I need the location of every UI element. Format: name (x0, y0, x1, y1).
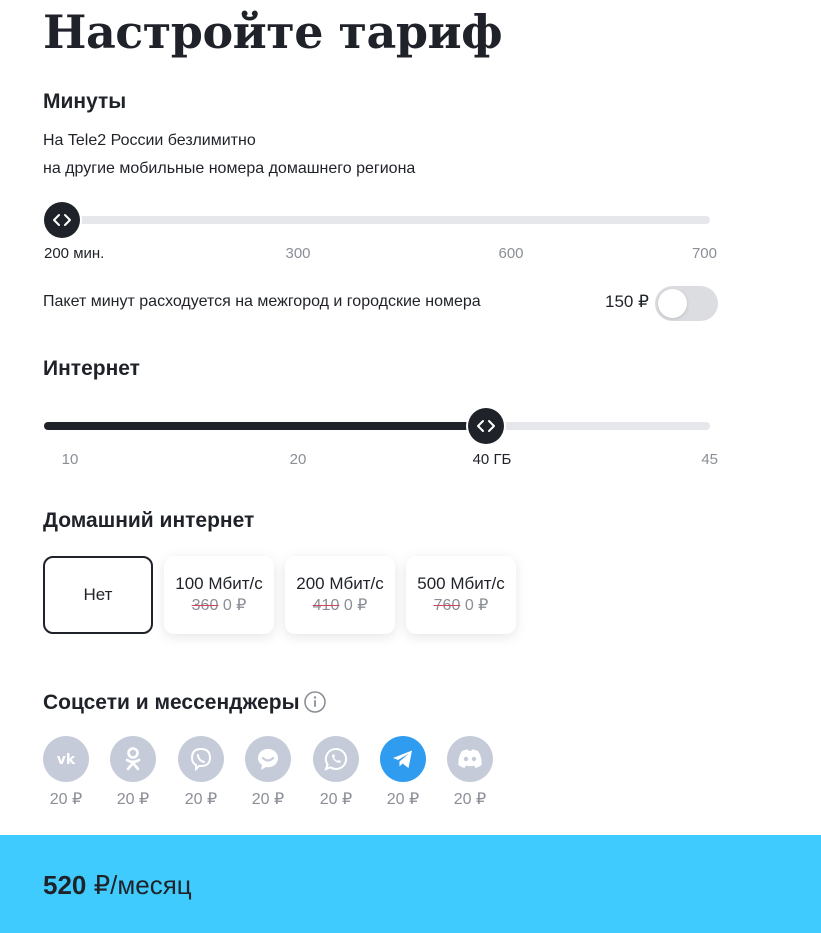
option-name: 200 Мбит/с (296, 574, 384, 593)
option-price (313, 595, 368, 617)
minutes-slider-thumb[interactable] (44, 202, 80, 238)
option-name: Нет (83, 585, 113, 604)
minutes-tick-label[interactable]: 700 (691, 245, 717, 262)
old-price: 360 (191, 597, 219, 614)
internet-slider-thumb[interactable] (468, 408, 504, 444)
option-name: 100 Мбит/с (175, 574, 263, 593)
internet-tick-label[interactable]: 10 (61, 451, 79, 468)
whatsapp-icon[interactable] (313, 736, 359, 782)
home-internet-heading: Домашний интернет (43, 509, 255, 532)
social-price: 20 ₽ (184, 791, 218, 808)
social-item-discord[interactable] (447, 736, 493, 810)
social-item-telegram[interactable] (380, 736, 426, 810)
old-price: 760 (433, 597, 461, 614)
internet-slider[interactable] (44, 422, 710, 430)
home-internet-option-100[interactable] (164, 556, 274, 634)
odnoklassniki-icon[interactable] (110, 736, 156, 782)
minutes-tick-label[interactable]: 300 (285, 245, 311, 262)
home-internet-option-500[interactable] (406, 556, 516, 634)
minutes-heading: Минуты (43, 90, 127, 113)
long-distance-option-label: Пакет минут расходуется на межгород и городские номера (43, 293, 481, 310)
internet-heading: Интернет (43, 357, 140, 380)
internet-slider-fill (44, 422, 486, 430)
new-price: 0 ₽ (464, 597, 489, 614)
option-price (434, 595, 489, 617)
info-icon[interactable] (303, 690, 327, 714)
internet-tick-label[interactable]: 20 (289, 451, 307, 468)
total-unit: ₽/месяц (86, 870, 192, 900)
social-item-viber[interactable] (178, 736, 224, 810)
social-price: 20 ₽ (453, 791, 487, 808)
minutes-description (43, 127, 415, 183)
viber-icon[interactable] (178, 736, 224, 782)
total-amount: 520 (43, 870, 87, 900)
total-footer (0, 835, 821, 933)
chevrons-left-right-icon (476, 419, 496, 433)
internet-tick-label[interactable]: 40 ГБ (472, 451, 512, 468)
minutes-slider[interactable] (44, 216, 710, 224)
home-internet-option-none[interactable] (43, 556, 153, 634)
vk-icon[interactable] (43, 736, 89, 782)
social-item-odnoklassniki[interactable] (110, 736, 156, 810)
minutes-description-line1: На Tele2 России безлимитно (43, 132, 256, 149)
option-price (192, 595, 247, 617)
social-price: 20 ₽ (319, 791, 353, 808)
social-item-chat[interactable] (245, 736, 291, 810)
minutes-tick-label[interactable]: 200 мин. (44, 245, 105, 262)
toggle-knob (658, 289, 687, 318)
minutes-description-line2: на другие мобильные номера домашнего региона (43, 160, 416, 177)
social-price: 20 ₽ (386, 791, 420, 808)
svg-text:vk: vk (56, 752, 76, 767)
home-internet-option-200[interactable] (285, 556, 395, 634)
old-price: 410 (312, 597, 340, 614)
social-price: 20 ₽ (116, 791, 150, 808)
long-distance-option-price: 150 ₽ (605, 292, 649, 311)
long-distance-toggle[interactable] (655, 286, 718, 321)
internet-tick-label[interactable]: 45 (701, 451, 718, 468)
social-item-whatsapp[interactable] (313, 736, 359, 810)
telegram-icon[interactable] (380, 736, 426, 782)
social-item-vk[interactable] (43, 736, 89, 810)
page-title: Настройте тариф (43, 5, 503, 59)
social-heading: Соцсети и мессенджеры (43, 691, 300, 714)
social-price: 20 ₽ (251, 791, 285, 808)
chevrons-left-right-icon (52, 213, 72, 227)
discord-icon[interactable] (447, 736, 493, 782)
social-price: 20 ₽ (49, 791, 83, 808)
new-price: 0 ₽ (343, 597, 368, 614)
minutes-tick-label[interactable]: 600 (498, 245, 524, 262)
option-name: 500 Мбит/с (417, 574, 505, 593)
new-price: 0 ₽ (222, 597, 247, 614)
total-price (43, 869, 192, 901)
chat-bubble-icon[interactable] (245, 736, 291, 782)
